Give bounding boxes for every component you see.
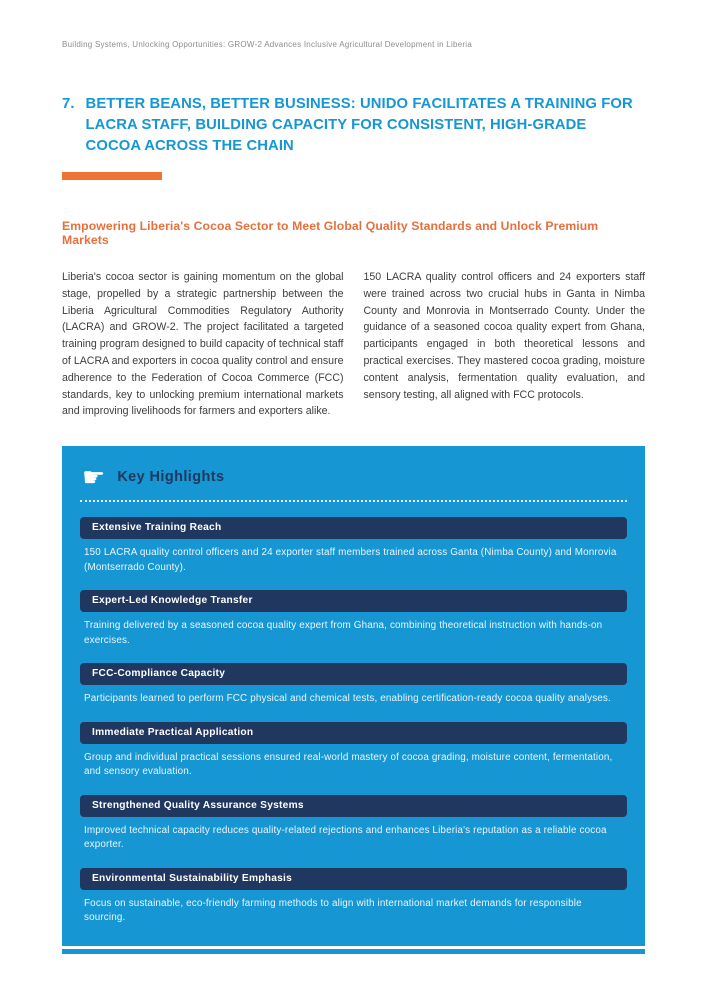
- page-number: PAGE 18: [62, 935, 96, 944]
- page-footer: [62, 935, 645, 954]
- highlight-title: Environmental Sustainability Emphasis: [80, 868, 627, 890]
- highlight-item: [80, 590, 627, 648]
- highlight-title: Expert-Led Knowledge Transfer: [80, 590, 627, 612]
- highlight-title: Immediate Practical Application: [80, 722, 627, 744]
- highlight-item: [80, 868, 627, 926]
- highlight-title: Strengthened Quality Assurance Systems: [80, 795, 627, 817]
- pointing-hand-icon: ☛: [82, 462, 106, 493]
- highlight-item: [80, 722, 627, 780]
- body-column-right: 150 LACRA quality control officers and 24 exporters staff were trained across two crucial hubs in Ganta in Nimba County and Monrovia in Montserrado County. Under the guidance of a seasoned cocoa quality expert from Ghana, participants engaged in both theoretical lessons and practical exercises. They mastered cocoa grading, moisture content analysis, fermentation quality evaluation, and sensory testing, all aligned with FCC protocols.: [363, 271, 645, 401]
- highlight-item: [80, 517, 627, 575]
- highlight-description: Training delivered by a seasoned cocoa quality expert from Ghana, combining theoretical instruction with hands-on exercises.: [84, 620, 603, 646]
- highlight-description: 150 LACRA quality control officers and 24 exporter staff members trained across Ganta (Nimba County) and Monrovia (Montserrado County).: [84, 547, 617, 573]
- section-title: [62, 94, 645, 157]
- key-highlights-title: Key Highlights: [117, 469, 225, 486]
- highlight-description: Improved technical capacity reduces quality-related rejections and enhances Liberia's reputation as a reliable cocoa exporter.: [84, 824, 607, 851]
- body-text: [62, 269, 645, 420]
- section-title-text: BETTER BEANS, BETTER BUSINESS: UNIDO FACILITATES A TRAINING FOR LACRA STAFF, BUILDING CAPACITY FOR CONSISTENT, HIGH-GRADE COCOA ACROSS THE CHAIN: [85, 96, 633, 154]
- highlight-item: [80, 795, 627, 853]
- highlight-item: [80, 663, 627, 707]
- section-number: 7.: [62, 96, 75, 112]
- footer-divider: [62, 949, 645, 954]
- section-subtitle: Empowering Liberia's Cocoa Sector to Meet Global Quality Standards and Unlock Premium Markets: [62, 219, 599, 247]
- running-header: Building Systems, Unlocking Opportunities: GROW-2 Advances Inclusive Agricultural Development in Liberia: [62, 40, 473, 49]
- body-column-left: Liberia's cocoa sector is gaining momentum on the global stage, propelled by a strategic partnership between the Liberia Agricultural Commodities Regulatory Authority (LACRA) and GROW-2. The project facilitated a targeted training program designed to build capacity of technical staff of LACRA and exporters in cocoa quality control and ensure adherence to the Federation of Cocoa Commerce (FCC) standards, key to unlocking premium international markets and improving livelihoods for farmers and exporters alike.: [62, 271, 344, 418]
- highlight-title: Extensive Training Reach: [80, 517, 627, 539]
- key-highlights-box: [62, 446, 645, 946]
- key-highlights-header: [80, 462, 627, 502]
- highlight-description: Group and individual practical sessions ensured real-world mastery of cocoa grading, moisture content, fermentation, and sensory evaluation.: [84, 751, 613, 778]
- highlight-title: FCC-Compliance Capacity: [80, 663, 627, 685]
- orange-divider: [62, 172, 162, 180]
- highlight-description: Participants learned to perform FCC physical and chemical tests, enabling certification-ready cocoa quality analyses.: [84, 693, 611, 705]
- highlight-description: Focus on sustainable, eco-friendly farming methods to align with international market demands for responsible sourcing.: [84, 897, 582, 924]
